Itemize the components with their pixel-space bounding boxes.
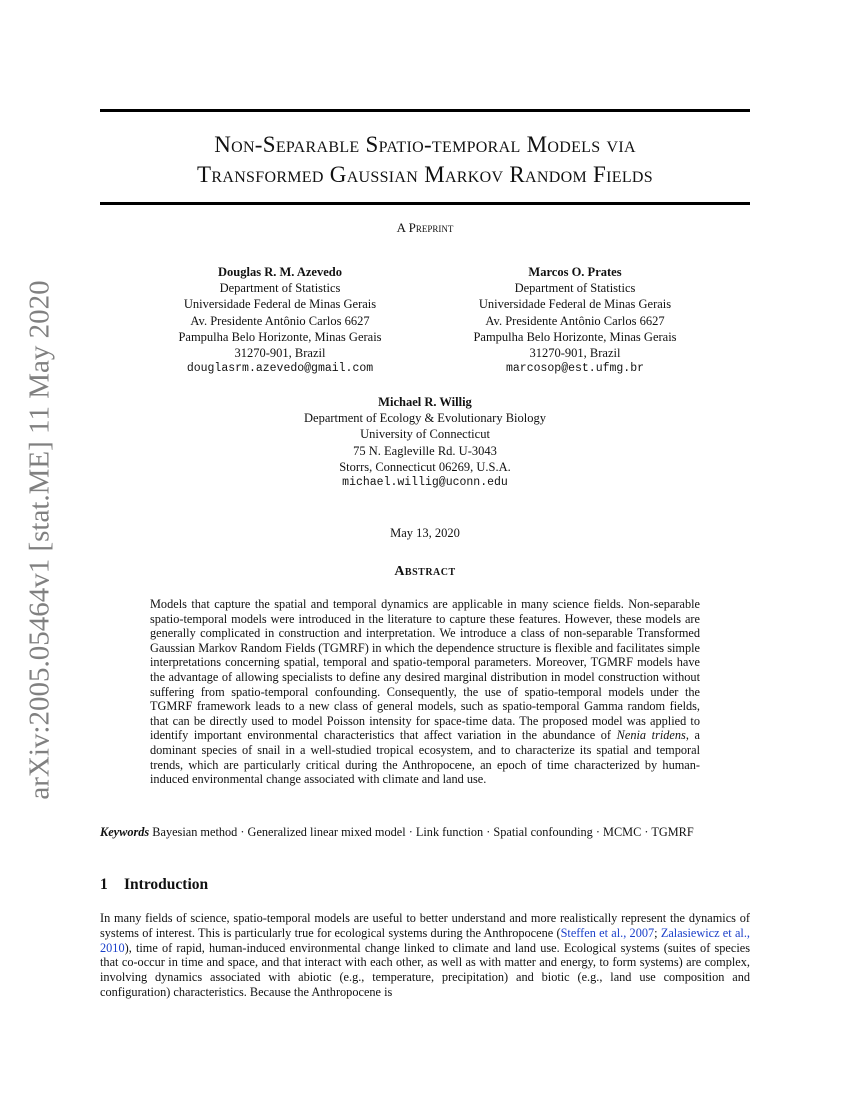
author-university: Universidade Federal de Minas Gerais [478,297,672,312]
author-street: 75 N. Eagleville Rd. U-3043 [353,443,497,458]
author-city: Pampulha Belo Horizonte, Minas Gerais [178,329,382,344]
author-block-3 [225,394,625,491]
abstract-body [150,597,700,787]
author-department: Department of Ecology & Evolutionary Biology [304,411,546,426]
author-email: michael.willig@uconn.edu [342,476,508,490]
arxiv-identifier-text: arXiv:2005.05464v1 [stat.ME] 11 May 2020 [23,280,56,800]
title-top-rule [100,109,750,112]
keywords-label: Keywords [100,825,150,839]
author-postal: 31270-901, Brazil [234,346,326,361]
introduction-paragraph [100,911,750,1000]
author-postal: 31270-901, Brazil [529,346,621,361]
title-line-1: Non-Separable Spatio-temporal Models via [214,132,636,157]
author-street: Av. Presidente Antônio Carlos 6627 [190,313,370,328]
author-city: Storrs, Connecticut 06269, U.S.A. [339,459,511,474]
author-name: Douglas R. M. Azevedo [218,265,342,279]
citation-separator: ; [654,925,661,940]
section-heading-introduction [100,876,750,894]
author-block-1 [140,264,420,377]
title-bottom-rule [100,202,750,205]
author-department: Department of Statistics [219,281,341,296]
author-university: Universidade Federal de Minas Gerais [183,297,377,312]
paper-title [100,130,750,190]
author-name: Michael R. Willig [378,395,472,409]
publication-date: May 13, 2020 [390,526,460,540]
citation-link-zalasiewicz[interactable]: Zalasiewicz et al., 2010 [100,925,750,955]
author-block-2 [435,264,715,377]
author-name: Marcos O. Prates [528,265,622,279]
title-line-2: Transformed Gaussian Markov Random Fields [197,162,653,187]
keywords-line [100,825,750,840]
abstract-species-name: Nenia tridens [616,728,686,743]
section-title: Introduction [124,876,209,893]
abstract-text-part-2: , a dominant species of snail in a well-studied tropical ecosystem, and to characterize its spatial and temporal trends, which are particularly critical during the Anthropocene, an epoch of time characterized by human-induced environmental change associated with climate and land use. [150,728,700,787]
preprint-label: A Preprint [396,220,454,235]
citation-link-steffen[interactable]: Steffen et al., 2007 [560,925,655,940]
author-city: Pampulha Belo Horizonte, Minas Gerais [473,329,677,344]
author-email: douglasrm.azevedo@gmail.com [186,362,374,376]
intro-text-part-2: ), time of rapid, human-induced environmental change linked to climate and land use. Ecological systems (suites of species that co-occur in time and space, and that interact with each other, as well as with matter and energy, to form systems) are complex, involving dynamics associated with abiotic (e.g., temperature, precipitation) and biotic (e.g., land use composition and configuration) characteristics. Because the Anthropocene is [100,940,750,999]
author-department: Department of Statistics [514,281,636,296]
section-number: 1 [100,876,108,893]
intro-text-part-1: In many fields of science, spatio-temporal models are useful to better understand and more realistically represent the dynamics of systems of interest. This is particularly true for ecological systems during the Anthropocene ( [100,911,750,940]
author-street: Av. Presidente Antônio Carlos 6627 [485,313,665,328]
author-email: marcosop@est.ufmg.br [505,362,645,376]
keywords-text: Bayesian method · Generalized linear mixed model · Link function · Spatial confounding · MCMC · TGMRF [152,825,694,839]
author-university: University of Connecticut [360,427,490,442]
abstract-heading: Abstract [394,564,456,579]
arxiv-identifier-stamp [10,280,70,800]
abstract-text-part-1: Models that capture the spatial and temporal dynamics are applicable in many science fields. Non-separable spatio-temporal models were introduced in the literature to capture these features. However, these models are generally complicated in construction and interpretation. We introduce a class of non-separable Transformed Gaussian Markov Random Fields (TGMRF) in which the dependence structure is flexible and facilitates simple interpretations concerning spatial, temporal and spatio-temporal parameters. Moreover, TGMRF models have the advantage of allowing specialists to define any desired marginal distribution in model construction without suffering from spatio-temporal confounding. Consequently, the use of spatio-temporal models under the TGMRF framework leads to a new class of general models, such as spatio-temporal Gamma random fields, that can be directly used to model Poisson intensity for space-time data. The proposed model was applied to identify important environmental characteristics that affect variation in the abundance of [150,597,700,743]
